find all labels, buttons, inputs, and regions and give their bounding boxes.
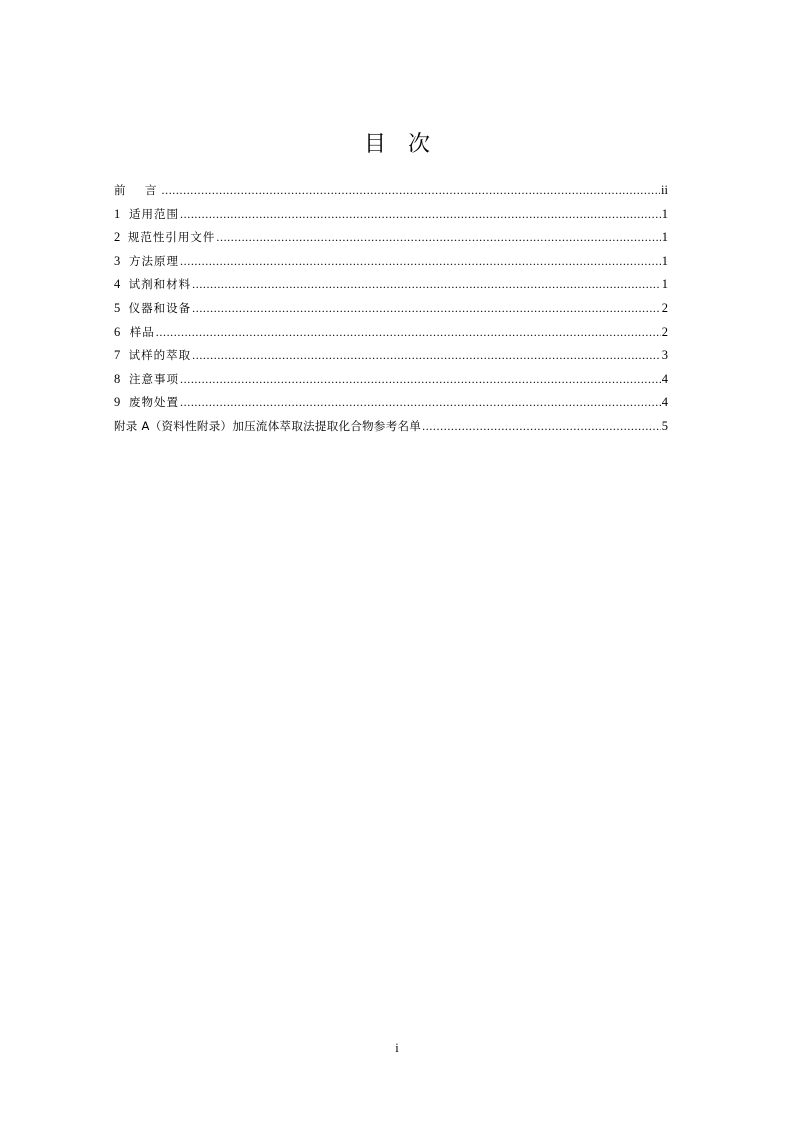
- toc-entry-title: 试剂和材料: [128, 277, 192, 292]
- toc-page-number: ii: [661, 183, 668, 197]
- table-of-contents: [114, 179, 668, 439]
- toc-dot-leader: [156, 321, 661, 345]
- toc-entry[interactable]: [114, 321, 668, 345]
- toc-page-number: 1: [661, 230, 668, 245]
- toc-section-number: 3: [114, 253, 121, 268]
- toc-page-number: 2: [661, 324, 668, 339]
- toc-page-number: 4: [661, 395, 668, 410]
- toc-section-number: 1: [114, 206, 121, 221]
- toc-page-number: 1: [661, 277, 668, 292]
- toc-entry-title: 废物处置: [129, 395, 180, 410]
- toc-dot-leader: [216, 226, 660, 250]
- toc-entry-title: 样品: [129, 324, 155, 339]
- toc-section-number: 2: [114, 230, 121, 245]
- toc-entry-title: 注意事项: [129, 371, 180, 386]
- toc-dot-leader: [180, 203, 661, 227]
- toc-entry[interactable]: [114, 297, 668, 321]
- toc-dot-leader: [422, 415, 661, 439]
- toc-section-number: 9: [114, 395, 121, 410]
- toc-page-number: 4: [661, 371, 668, 386]
- toc-section-number: 4: [114, 277, 121, 292]
- toc-dot-leader: [192, 273, 661, 297]
- toc-page-number: 1: [661, 253, 668, 268]
- toc-entry-title: 试样的萃取: [128, 348, 192, 363]
- toc-page-number: 3: [661, 348, 668, 363]
- toc-dot-leader: [180, 391, 661, 415]
- toc-entry-preface[interactable]: [114, 179, 668, 203]
- toc-entry-title: 规范性引用文件: [127, 230, 216, 245]
- toc-page-number: 5: [661, 418, 668, 433]
- toc-entry[interactable]: [114, 203, 668, 227]
- toc-entry-title: 仪器和设备: [128, 300, 192, 315]
- toc-dot-leader: [180, 368, 661, 392]
- toc-section-number: 7: [114, 348, 121, 363]
- toc-dot-leader: [180, 250, 661, 274]
- toc-page-number: 1: [661, 206, 668, 221]
- toc-dot-leader: [192, 297, 661, 321]
- toc-section-number: 6: [114, 324, 121, 339]
- toc-entry[interactable]: [114, 250, 668, 274]
- toc-page-number: 2: [661, 300, 668, 315]
- page-number: i: [395, 1041, 399, 1055]
- toc-entry[interactable]: [114, 344, 668, 368]
- toc-entry[interactable]: [114, 273, 668, 297]
- toc-section-number: 5: [114, 300, 121, 315]
- toc-section-number: 8: [114, 371, 121, 386]
- toc-entry-title: 附录 A（资料性附录）加压流体萃取法提取化合物参考名单: [114, 418, 422, 433]
- toc-entry-title: 方法原理: [129, 253, 180, 268]
- toc-entry[interactable]: [114, 391, 668, 415]
- toc-dot-leader: [162, 179, 661, 203]
- toc-entry-title: 适用范围: [129, 206, 180, 221]
- toc-entry-appendix[interactable]: [114, 415, 668, 439]
- toc-entry[interactable]: [114, 368, 668, 392]
- toc-entry-title: 前 言: [114, 183, 161, 197]
- page-title: 目 次: [363, 132, 430, 157]
- toc-entry[interactable]: [114, 226, 668, 250]
- toc-dot-leader: [192, 344, 661, 368]
